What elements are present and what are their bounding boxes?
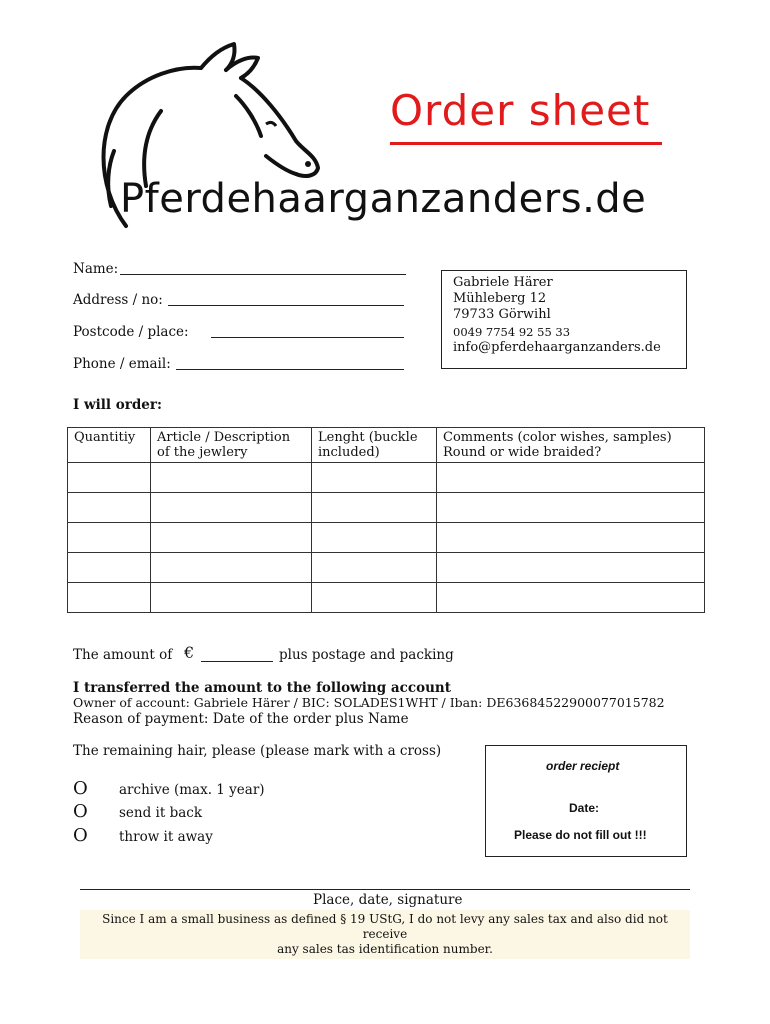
title-underline xyxy=(390,142,662,145)
table-cell[interactable] xyxy=(437,553,705,583)
tax-notice-line1: Since I am a small business as defined § 19 UStG, I do not levy any sales tax and also did not receive xyxy=(102,912,668,941)
option-archive-checkbox[interactable]: O xyxy=(73,778,88,799)
table-row xyxy=(68,523,705,553)
tax-notice-line2: any sales tas identification number. xyxy=(277,942,493,956)
table-cell[interactable] xyxy=(312,583,437,613)
transfer-heading: I transferred the amount to the following account xyxy=(73,680,451,696)
table-cell[interactable] xyxy=(312,463,437,493)
remaining-hair-question: The remaining hair, please (please mark with a cross) xyxy=(73,743,442,759)
amount-suffix: plus postage and packing xyxy=(279,647,454,663)
euro-sign: € xyxy=(184,643,195,662)
option-throw-away-label: throw it away xyxy=(119,829,213,845)
name-label: Name: xyxy=(73,261,119,277)
receipt-date-label: Date: xyxy=(569,801,600,815)
table-row xyxy=(68,463,705,493)
account-details: Owner of account: Gabriele Härer / BIC: SOLADES1WHT / Iban: DE63684522900077015782 xyxy=(73,695,665,710)
option-send-back-label: send it back xyxy=(119,805,203,821)
column-header-length: Lenght (buckle included) xyxy=(312,428,437,463)
seller-email: info@pferdehaarganzanders.de xyxy=(453,340,661,355)
table-cell[interactable] xyxy=(68,463,151,493)
order-heading: I will order: xyxy=(73,397,162,413)
table-header-row xyxy=(68,428,705,463)
option-throw-away-checkbox[interactable]: O xyxy=(73,825,88,846)
address-label: Address / no: xyxy=(73,292,163,308)
option-archive-label: archive (max. 1 year) xyxy=(119,782,265,798)
brand-name: Pferdehaarganzanders.de xyxy=(120,176,647,222)
table-cell[interactable] xyxy=(68,583,151,613)
seller-street: Mühleberg 12 xyxy=(453,291,547,306)
phone-field[interactable] xyxy=(176,369,404,370)
receipt-title: order reciept xyxy=(546,759,620,773)
table-cell[interactable] xyxy=(312,523,437,553)
page-title: Order sheet xyxy=(390,86,651,135)
seller-city: 79733 Görwihl xyxy=(453,307,551,322)
table-cell[interactable] xyxy=(151,523,312,553)
seller-name: Gabriele Härer xyxy=(453,275,553,290)
table-cell[interactable] xyxy=(312,493,437,523)
table-cell[interactable] xyxy=(437,463,705,493)
tax-notice xyxy=(80,910,690,959)
payment-reason: Reason of payment: Date of the order plus Name xyxy=(73,711,409,727)
signature-label: Place, date, signature xyxy=(313,892,463,908)
address-field[interactable] xyxy=(168,305,404,306)
seller-phone: 0049 7754 92 55 33 xyxy=(453,325,571,339)
table-row xyxy=(68,583,705,613)
table-cell[interactable] xyxy=(151,553,312,583)
table-cell[interactable] xyxy=(68,523,151,553)
amount-field[interactable] xyxy=(201,661,273,662)
table-row xyxy=(68,493,705,523)
table-cell[interactable] xyxy=(437,523,705,553)
column-header-article: Article / Description of the jewlery xyxy=(151,428,312,463)
phone-label: Phone / email: xyxy=(73,356,171,372)
option-send-back-checkbox[interactable]: O xyxy=(73,801,88,822)
table-row xyxy=(68,553,705,583)
table-cell[interactable] xyxy=(151,463,312,493)
column-header-quantity: Quantitiy xyxy=(68,428,151,463)
postcode-label: Postcode / place: xyxy=(73,324,189,340)
table-cell[interactable] xyxy=(437,493,705,523)
postcode-field[interactable] xyxy=(211,337,404,338)
table-cell[interactable] xyxy=(151,493,312,523)
column-header-comments: Comments (color wishes, samples) Round or wide braided? xyxy=(437,428,705,463)
amount-prefix: The amount of xyxy=(73,647,173,663)
table-cell[interactable] xyxy=(437,583,705,613)
table-cell[interactable] xyxy=(68,553,151,583)
table-cell[interactable] xyxy=(151,583,312,613)
table-cell[interactable] xyxy=(312,553,437,583)
signature-line[interactable] xyxy=(80,889,690,890)
receipt-note: Please do not fill out !!! xyxy=(514,828,647,842)
name-field[interactable] xyxy=(120,274,406,275)
order-table xyxy=(67,427,705,613)
table-cell[interactable] xyxy=(68,493,151,523)
